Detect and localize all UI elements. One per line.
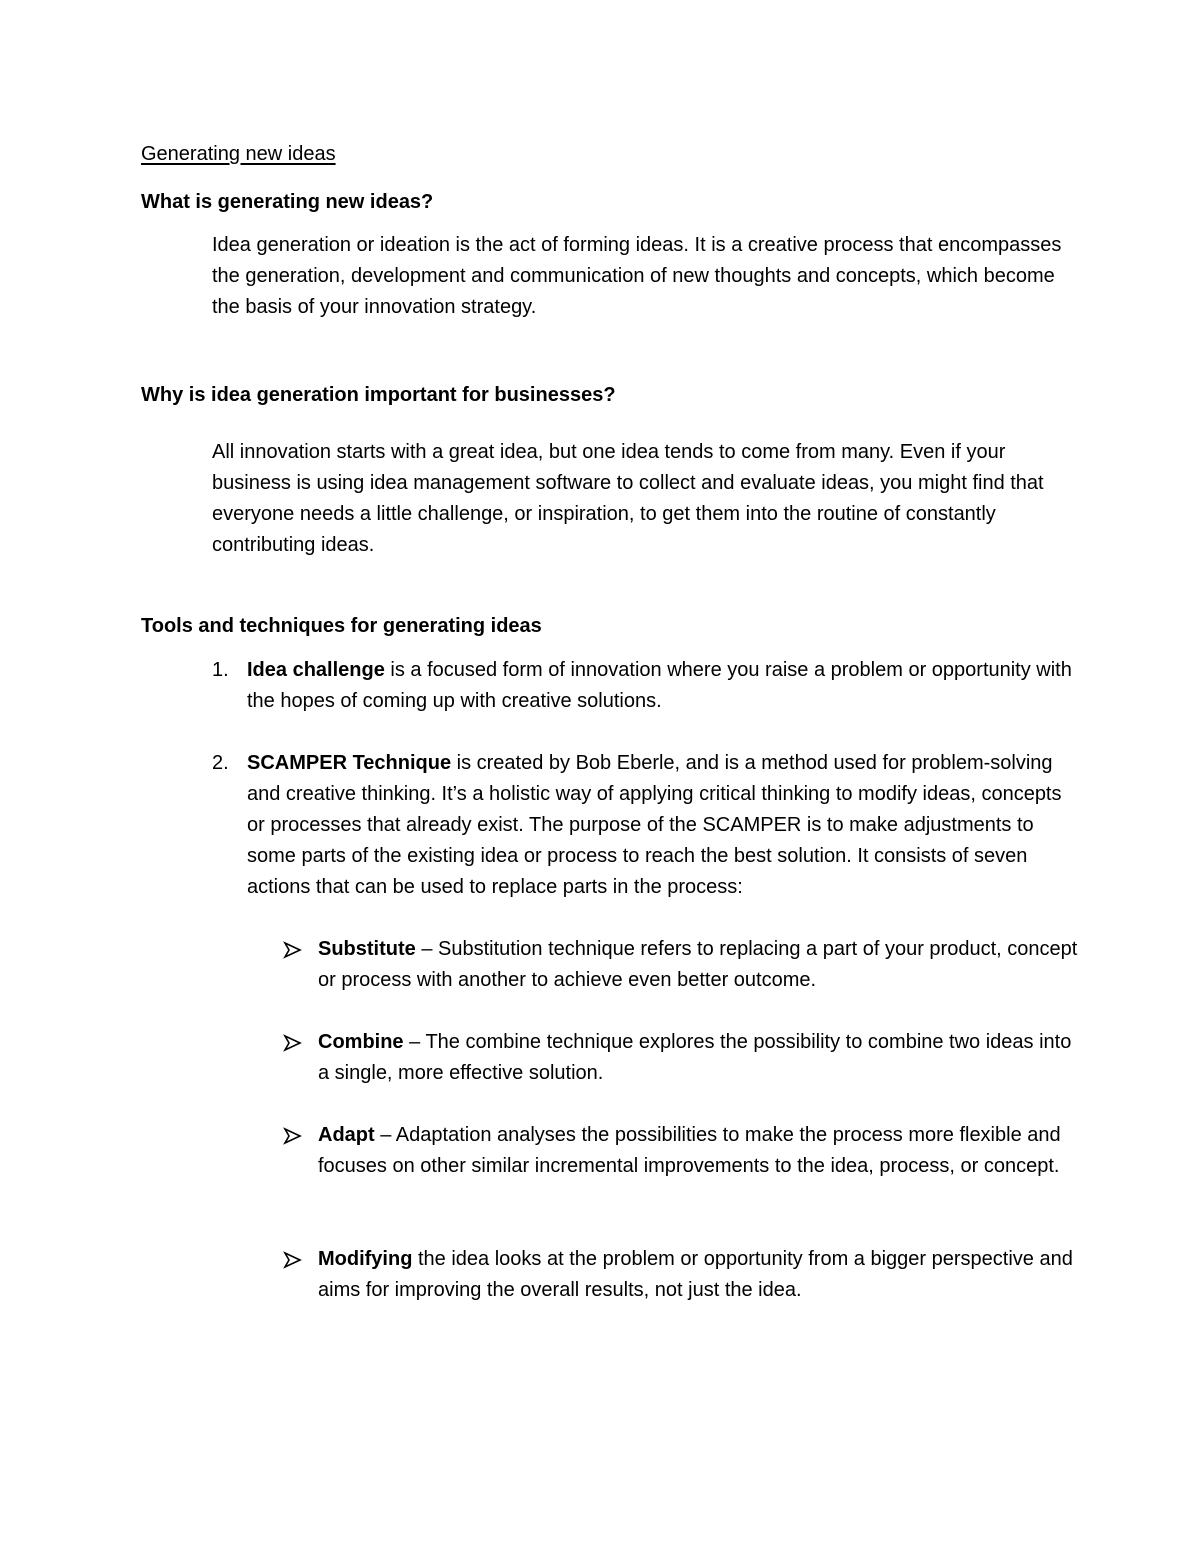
sub-item-adapt — [283, 1120, 1083, 1182]
sub-text: the idea looks at the problem or opportunity from a bigger perspective and aims for improving the overall results, not just the idea. — [318, 1248, 1073, 1301]
arrow-bullet-icon — [283, 941, 303, 959]
list-text: is a focused form of innovation where you raise a problem or opportunity with the hopes of coming up with creative solutions. — [247, 659, 1072, 712]
document-title: Generating new ideas — [141, 143, 336, 165]
sub-item-combine — [283, 1027, 1083, 1089]
sub-text: – Adaptation analyses the possibilities to make the process more flexible and focuses on other similar incremental improvements to the idea, process, or concept. — [318, 1124, 1061, 1177]
section-paragraph-what: Idea generation or ideation is the act of forming ideas. It is a creative process that encompasses the generation, development and communication of new thoughts and concepts, which become the basis of your innovation strategy. — [212, 234, 1062, 318]
sub-item-substitute — [283, 934, 1083, 996]
list-text: is created by Bob Eberle, and is a method used for problem-solving and creative thinking. It’s a holistic way of applying critical thinking to modify ideas, concepts or processes that already exist. The purpose of the SCAMPER is to make adjustments to some parts of the existing idea or process to reach the best solution. It consists of seven actions that can be used to replace parts in the process: — [247, 752, 1062, 898]
section-heading-what: What is generating new ideas? — [141, 191, 434, 213]
list-item-idea-challenge — [212, 655, 1072, 717]
list-term: Idea challenge — [247, 659, 385, 681]
sub-term: Combine — [318, 1031, 404, 1053]
section-paragraph-why: All innovation starts with a great idea, but one idea tends to come from many. Even if your business is using idea management software to collect and evaluate ideas, you might find that everyone needs a little challenge, or inspiration, to get them into the routine of constantly contributing ideas. — [212, 441, 1044, 556]
arrow-bullet-icon — [283, 1127, 303, 1145]
list-number: 2. — [212, 752, 229, 774]
sub-text: – The combine technique explores the possibility to combine two ideas into a single, more effective solution. — [318, 1031, 1072, 1084]
sub-term: Modifying — [318, 1248, 413, 1270]
section-heading-tools: Tools and techniques for generating ideas — [141, 615, 542, 637]
arrow-bullet-icon — [283, 1251, 303, 1269]
sub-term: Substitute — [318, 938, 416, 960]
sub-item-modifying — [283, 1244, 1083, 1306]
list-number: 1. — [212, 659, 229, 681]
sub-term: Adapt — [318, 1124, 375, 1146]
list-term: SCAMPER Technique — [247, 752, 452, 774]
list-item-scamper — [212, 748, 1072, 903]
arrow-bullet-icon — [283, 1034, 303, 1052]
sub-text: – Substitution technique refers to replacing a part of your product, concept or process with another to achieve even better outcome. — [318, 938, 1078, 991]
section-heading-why: Why is idea generation important for businesses? — [141, 384, 616, 406]
